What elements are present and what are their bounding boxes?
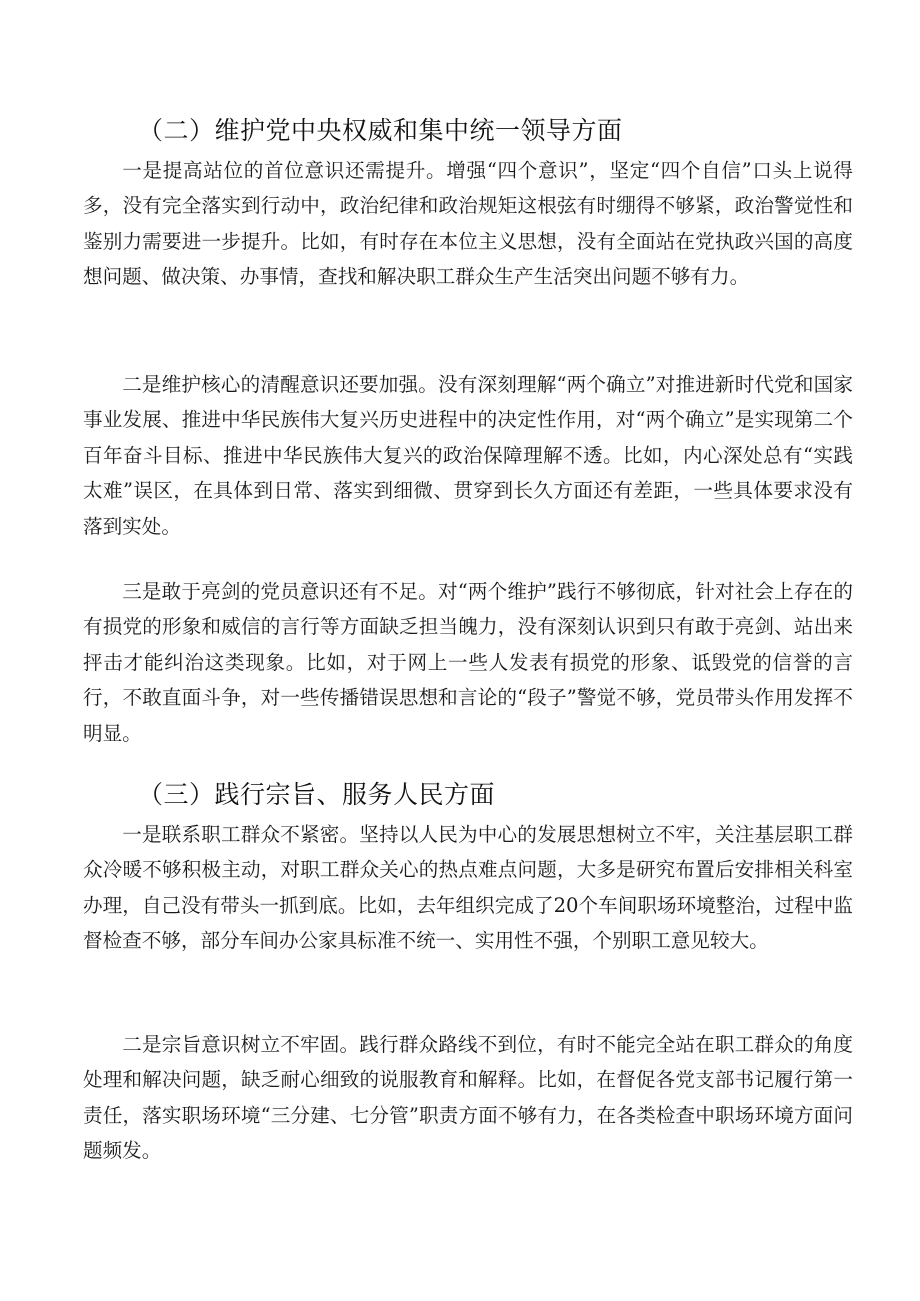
paragraph-4: 一是联系职工群众不紧密。坚持以人民为中心的发展思想树立不牢，关注基层职工群众冷暖不够积极主动，对职工群众关心的热点难点问题，大多是研究布置后安排相关科室办理，自己没有带头一抓到底。比如，去年组织完成了20个车间职场环境整治，过程中监督检查不够，部分车间办公家具标准不统一、实用性不强，个别职工意见较大。 xyxy=(83,823,853,953)
paragraph-1: 一是提高站位的首位意识还需提升。增强“四个意识”，坚定“四个自信”口头上说得多，没有完全落实到行动中，政治纪律和政治规矩这根弦有时绷得不够紧，政治警觉性和鉴别力需要进一步提升。比如，有时存在本位主义思想，没有全面站在党执政兴国的高度想问题、做决策、办事情，查找和解决职工群众生产生活突出问题不够有力。 xyxy=(83,159,853,289)
paragraph-5: 二是宗旨意识树立不牢固。践行群众路线不到位，有时不能完全站在职工群众的角度处理和解决问题，缺乏耐心细致的说服教育和解释。比如，在督促各党支部书记履行第一责任，落实职场环境“三分建、七分管”职责方面不够有力，在各类检查中职场环境方面问题频发。 xyxy=(83,1033,853,1163)
section-heading-2: （二）维护党中央权威和集中统一领导方面 xyxy=(138,116,623,145)
paragraph-2: 二是维护核心的清醒意识还要加强。没有深刻理解“两个确立”对推进新时代党和国家事业发展、推进中华民族伟大复兴历史进程中的决定性作用，对“两个确立”是实现第二个百年奋斗目标、推进中华民族伟大复兴的政治保障理解不透。比如，内心深处总有“实践太难”误区，在具体到日常、落实到细微、贯穿到长久方面还有差距，一些具体要求没有落到实处。 xyxy=(83,373,853,538)
paragraph-3: 三是敢于亮剑的党员意识还有不足。对“两个维护”践行不够彻底，针对社会上存在的有损党的形象和威信的言行等方面缺乏担当魄力，没有深刻认识到只有敢于亮剑、站出来抨击才能纠治这类现象。比如，对于网上一些人发表有损党的形象、诋毁党的信誉的言行，不敢直面斗争，对一些传播错误思想和言论的“段子”警觉不够，党员带头作用发挥不明显。 xyxy=(83,580,853,745)
section-heading-3: （三）践行宗旨、服务人民方面 xyxy=(138,780,496,809)
